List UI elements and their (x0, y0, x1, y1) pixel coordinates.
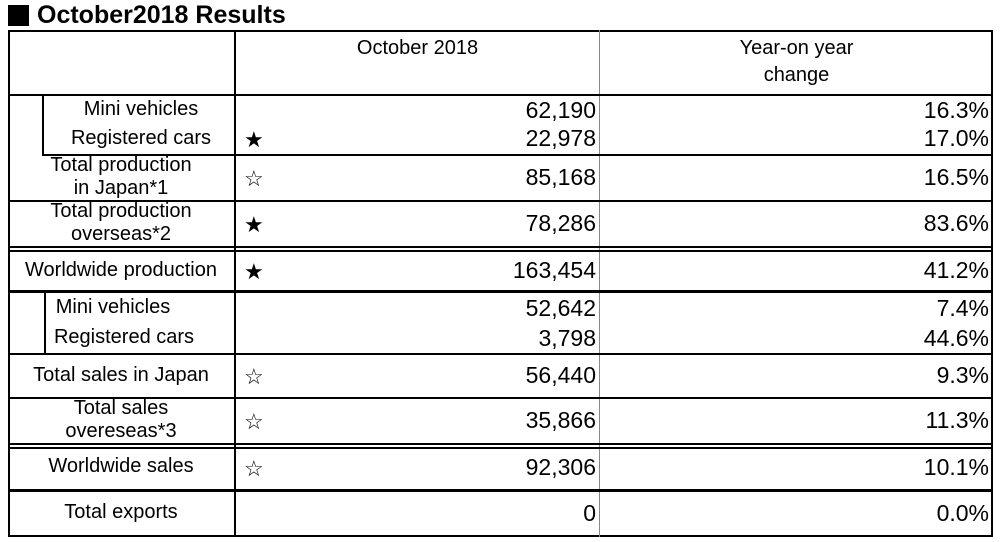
row-label: Registered cars (53, 326, 195, 348)
row-value: 92,306 (525, 454, 596, 480)
star-outline-icon: ☆ (244, 409, 264, 434)
row-value: 78,286 (525, 210, 596, 236)
row-label-line2: overseas*2 (70, 223, 172, 245)
table-row (8, 252, 993, 290)
star-icon: ★ (244, 212, 264, 237)
row-change: 41.2% (923, 257, 989, 283)
row-label: Mini vehicles (83, 98, 199, 120)
row-change: 7.4% (936, 295, 989, 321)
star-icon: ★ (244, 259, 264, 284)
table-row (8, 96, 993, 124)
table-row (8, 355, 993, 397)
header-cell-change (600, 30, 993, 94)
table-row (8, 449, 993, 489)
star-outline-icon: ☆ (244, 364, 264, 389)
row-label-line1: Total production (50, 200, 192, 222)
table-row (8, 202, 993, 246)
row-change: 44.6% (923, 325, 989, 351)
row-value: 3,798 (538, 325, 596, 351)
double-line-top (8, 246, 993, 248)
row-label-line2: in Japan*1 (73, 177, 169, 199)
row-value: 56,440 (525, 362, 596, 388)
row-value: 35,866 (525, 407, 596, 433)
row-value: 52,642 (525, 295, 596, 321)
table-row (8, 293, 993, 323)
table-row (8, 492, 993, 537)
page-title-text: October2018 Results (37, 1, 286, 29)
row-value: 85,168 (525, 164, 596, 190)
row-value: 163,454 (512, 257, 596, 283)
row-change: 17.0% (923, 125, 989, 151)
page-title (8, 0, 286, 30)
header-change-line1: Year-on year (739, 37, 854, 59)
row-label-line1: Total sales (73, 397, 169, 419)
row-label: Worldwide sales (48, 455, 194, 477)
table-row (8, 124, 993, 154)
table-row (8, 323, 993, 353)
row-change: 16.3% (923, 97, 989, 123)
row-value: 62,190 (525, 97, 596, 123)
row-change: 0.0% (936, 500, 989, 526)
row-label: Worldwide production (25, 259, 217, 281)
table-header-row (8, 30, 993, 94)
row-change: 83.6% (923, 210, 989, 236)
row-value: 22,978 (525, 125, 596, 151)
row-change: 16.5% (923, 164, 989, 190)
row-label-line2: overeseas*3 (65, 420, 177, 442)
table-row (8, 156, 993, 200)
row-change: 9.3% (936, 362, 989, 388)
row-change: 11.3% (925, 407, 989, 433)
row-label: Total exports (64, 501, 178, 523)
row-value: 0 (583, 500, 596, 526)
star-icon: ★ (244, 127, 264, 152)
square-bullet-icon (8, 5, 29, 26)
header-cell-month (235, 30, 600, 94)
row-label: Total sales in Japan (33, 364, 209, 386)
header-change-line2: change (763, 64, 830, 86)
row-label: Registered cars (70, 127, 212, 149)
double-line-top (8, 443, 993, 445)
star-outline-icon: ☆ (244, 456, 264, 481)
row-label-line1: Total production (50, 154, 192, 176)
row-label: Mini vehicles (55, 296, 171, 318)
header-month-text: October 2018 (356, 37, 479, 59)
table-row (8, 399, 993, 443)
row-change: 10.1% (923, 454, 989, 480)
results-table (8, 30, 993, 537)
star-outline-icon: ☆ (244, 166, 264, 191)
